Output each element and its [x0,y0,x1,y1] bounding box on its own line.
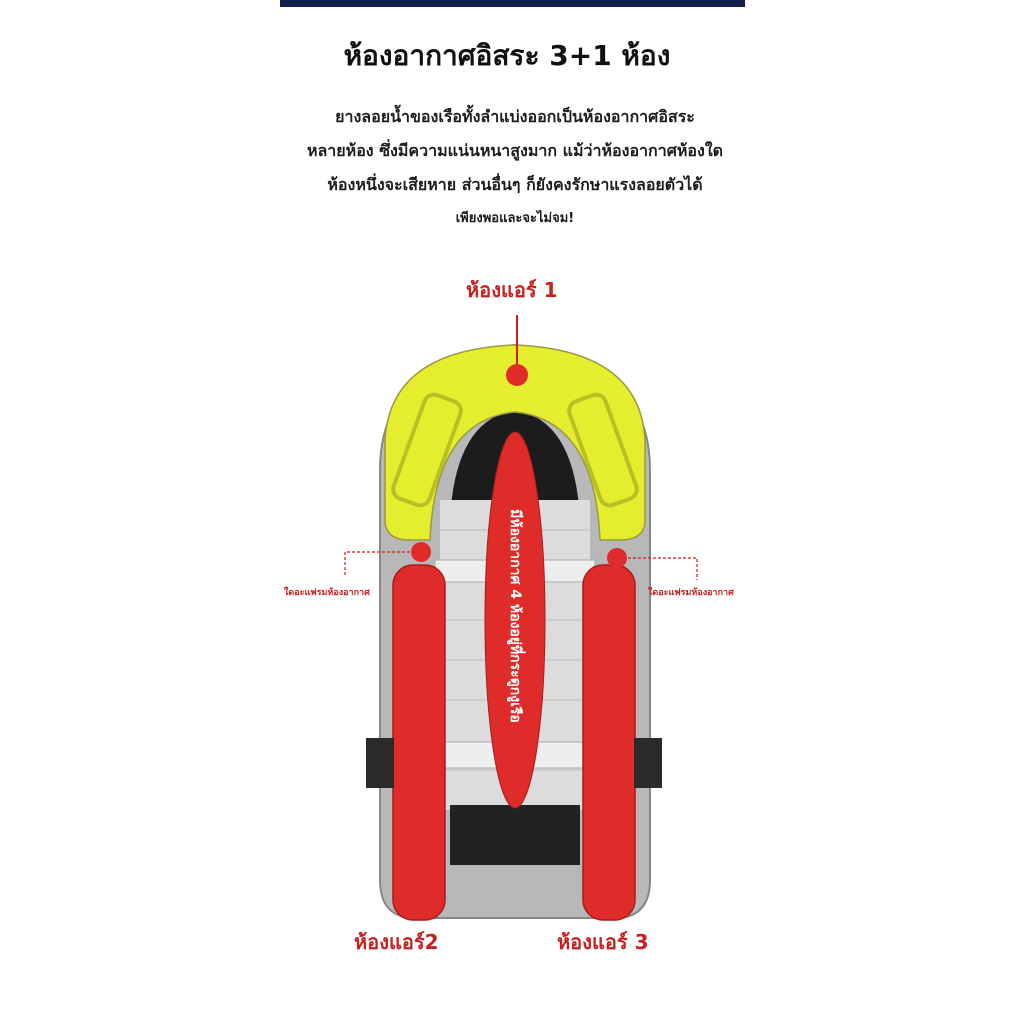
left-oarlock [366,738,394,788]
transom [450,805,580,865]
right-tube [583,565,635,920]
left-tube [393,565,445,920]
chamber1-dot [506,364,528,386]
description-line-1: ยางลอยน้ำของเรือทั้งลำแบ่งออกเป็นห้องอากาศอิสระ [335,107,695,126]
right-diaphragm-dot [607,548,627,568]
page-title: ห้องอากาศอิสระ 3+1 ห้อง [343,39,671,72]
chamber3-label: ห้องแอร์ 3 [557,930,649,954]
chamber2-label: ห้องแอร์2 [354,930,439,954]
left-diaphragm-label: ใดอะแฟรมห้องอากาศ [284,588,370,598]
description-line-2: หลายห้อง ซึ่งมีความแน่นหนาสูงมาก แม้ว่าห้องอากาศห้องใด [306,141,724,160]
keel-label-text: มีห้องอากาศ 4 ห้องอยู่ที่กระดูกงูเรือ [507,509,523,723]
description-line-4: เพียงพอและจะไม่จม! [455,211,575,226]
description-line-3: ห้องหนึ่งจะเสียหาย ส่วนอื่นๆ ก็ยังคงรักษาแรงลอยตัวได้ [327,175,703,194]
left-diaphragm-dot [411,542,431,562]
chamber1-label: ห้องแอร์ 1 [466,278,558,302]
right-diaphragm-label: ใดอะแฟรมห้องอากาศ [648,588,734,598]
right-oarlock [634,738,662,788]
